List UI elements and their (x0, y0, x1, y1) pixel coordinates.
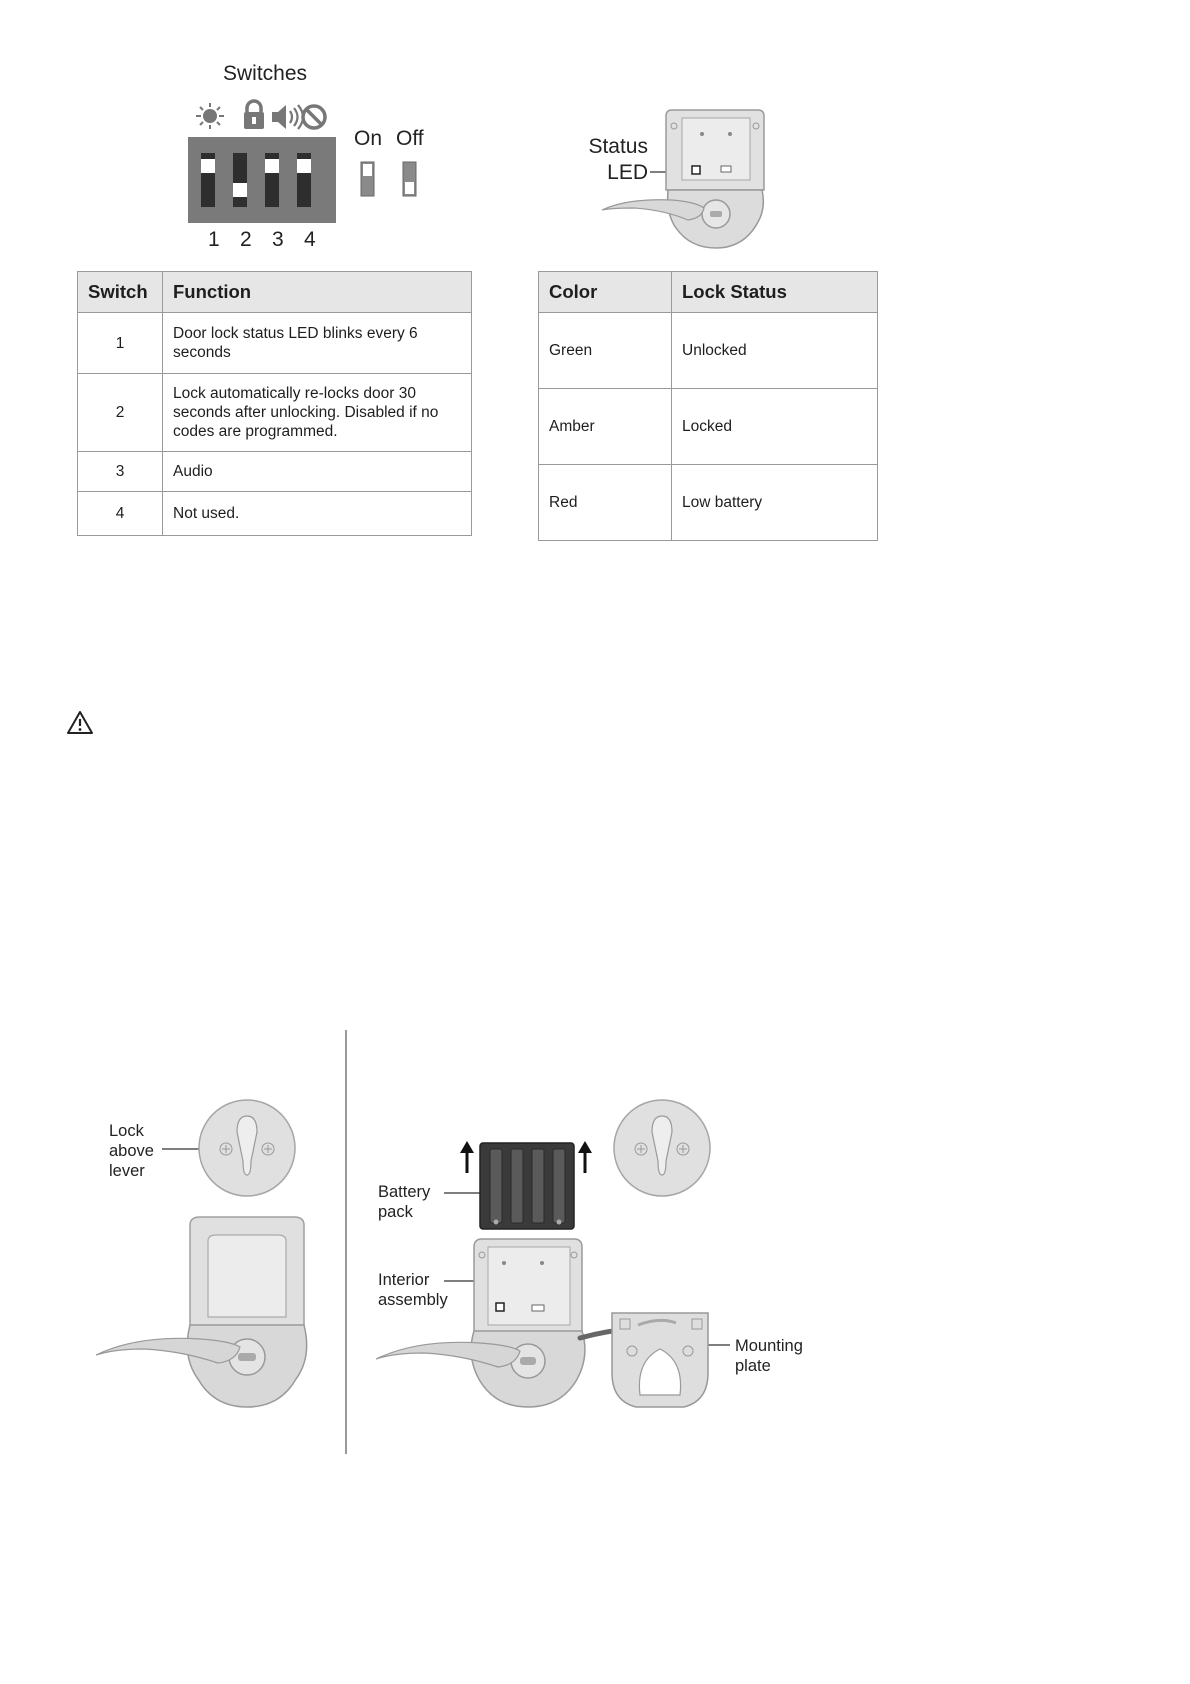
label-line: Battery (378, 1183, 431, 1201)
figure-divider (345, 1030, 347, 1454)
switch-knob (265, 159, 279, 173)
switch-number: 3 (78, 452, 163, 492)
header-switch: Switch (78, 272, 163, 313)
speaker-icon (272, 105, 303, 129)
switch-knob (297, 159, 311, 173)
label-line: pack (378, 1203, 413, 1221)
off-label: Off (396, 127, 424, 150)
label-line: Interior (378, 1271, 430, 1289)
lock-status: Unlocked (672, 313, 878, 389)
lock-icon (244, 101, 264, 129)
switch-number: 1 (78, 313, 163, 374)
label-line: lever (109, 1162, 145, 1180)
switch-number-label: 3 (272, 228, 284, 251)
label-line: above (109, 1142, 154, 1160)
on-off-legend (360, 160, 420, 200)
switch-function-table (77, 271, 472, 536)
led-color: Amber (539, 389, 672, 465)
status-label-line2: LED (607, 161, 648, 184)
table-row (78, 374, 472, 452)
table-row (78, 492, 472, 536)
dip-switch-3 (265, 153, 279, 207)
table-row (539, 313, 878, 389)
battery-pack (480, 1143, 574, 1229)
switch-number: 4 (78, 492, 163, 536)
header-lock-status: Lock Status (672, 272, 878, 313)
led-status-table (538, 271, 878, 541)
table-header-row (78, 272, 472, 313)
up-arrow-icon (578, 1141, 592, 1173)
led-color: Green (539, 313, 672, 389)
switch-number: 2 (78, 374, 163, 452)
status-led (692, 166, 700, 174)
switch-function: Audio (163, 452, 472, 492)
label-line: assembly (378, 1291, 448, 1309)
label-line: Mounting (735, 1337, 803, 1355)
switch-number-label: 4 (304, 228, 316, 251)
exterior-keypad-assembly (96, 1217, 307, 1407)
switch-function: Not used. (163, 492, 472, 536)
table-row (539, 389, 878, 465)
dip-switch-1 (201, 153, 215, 207)
led-color: Red (539, 465, 672, 541)
switch-function: Lock automatically re-locks door 30 seconds after unlocking. Disabled if no codes are programmed. (163, 374, 472, 452)
mounting-plate (612, 1313, 708, 1407)
not-used-icon (303, 106, 325, 128)
switches-title: Switches (222, 62, 308, 85)
interior-assembly (376, 1239, 585, 1407)
switch-numbers (196, 228, 326, 254)
lock-status: Low battery (672, 465, 878, 541)
switch-icons (190, 96, 330, 134)
switch-knob (233, 183, 247, 197)
switch-on-example (361, 162, 374, 196)
switch-function: Door lock status LED blinks every 6 seconds (163, 313, 472, 374)
exterior-lock-diagram (90, 1095, 320, 1425)
dip-switch-block (188, 137, 336, 223)
dip-switch-2 (233, 153, 247, 207)
led-blink-icon (196, 103, 224, 129)
switch-off-example (403, 162, 416, 196)
exterior-deadbolt (199, 1100, 295, 1196)
up-arrow-icon (460, 1141, 474, 1173)
lock-status: Locked (672, 389, 878, 465)
label-line: plate (735, 1357, 771, 1375)
warning-triangle-icon (66, 710, 94, 736)
switch-number-label: 2 (240, 228, 252, 251)
dip-switch-4 (297, 153, 311, 207)
header-function: Function (163, 272, 472, 313)
header-color: Color (539, 272, 672, 313)
switch-number-label: 1 (208, 228, 220, 251)
status-label-line1: Status (588, 135, 648, 158)
table-row (539, 465, 878, 541)
switch-knob (201, 159, 215, 173)
table-row (78, 452, 472, 492)
table-header-row (539, 272, 878, 313)
battery-removal-diagram (370, 1095, 820, 1425)
interior-deadbolt (614, 1100, 710, 1196)
lock-interior-status-diagram (598, 104, 778, 252)
table-row (78, 313, 472, 374)
label-line: Lock (109, 1122, 144, 1140)
on-label: On (354, 127, 383, 150)
